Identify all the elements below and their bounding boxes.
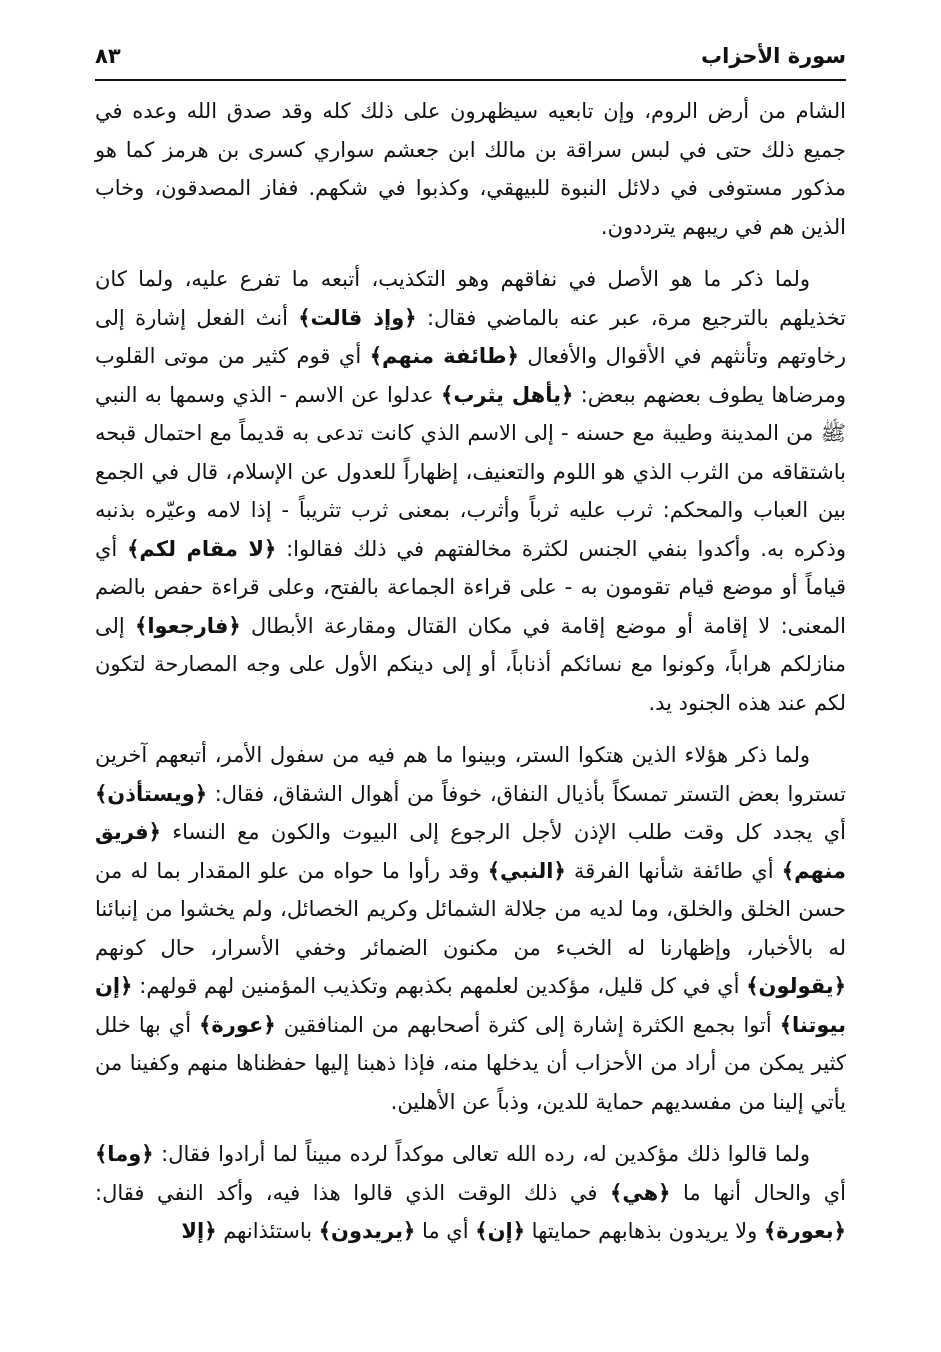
quran-quote: ﴿إلا xyxy=(181,1219,217,1243)
paragraph-2 xyxy=(95,260,846,722)
paragraph-4 xyxy=(95,1135,846,1251)
quran-quote: ﴿إن بيوتنا﴾ xyxy=(95,974,847,1037)
quran-quote: ﴿بعورة﴾ xyxy=(763,1219,846,1243)
text-run: باستئذانهم xyxy=(216,1219,319,1243)
text-run: ولما ذكر ما هو الأصل في نفاقهم وهو التكذيب، أتبعه ما تفرع عليه، ولما كان تخذيلهم بالترجيع مرة، عبر عنه بالماضي فقال: xyxy=(95,267,846,330)
quran-quote: ﴿هي﴾ xyxy=(610,1180,671,1205)
quran-quote: ﴿فارجعوا﴾ xyxy=(135,613,241,638)
quran-quote: ﴿طائفة منهم﴾ xyxy=(369,344,519,368)
surah-title: سورة الأحزاب xyxy=(701,44,846,68)
text-run: أي والحال أنها ما xyxy=(670,1180,846,1205)
quran-quote: ﴿ويستأذن﴾ xyxy=(95,781,208,806)
text-run: وقد رأوا ما حواه من علو المقدار بما له من حسن الخلق والخلق، وما لديه من جلالة الشمائل وكريم الخصائل، ولم يخشوا من إنبائنا له بالأخبار، وإظهارنا له الخبء من مكنون الضمائر وخفي الأسرار، حال كونهم xyxy=(95,858,846,960)
header-divider xyxy=(95,79,846,81)
quran-quote: ﴿فريق منهم﴾ xyxy=(95,820,846,883)
quran-quote: ﴿يأهل يثرب﴾ xyxy=(441,382,574,407)
quran-quote: ﴿يريدون﴾ xyxy=(318,1219,416,1243)
page-number: ٨٣ xyxy=(95,44,121,68)
quran-quote: ﴿وإذ قالت﴾ xyxy=(298,305,417,330)
text-run: أي بها خلل كثير يمكن من أراد من الأحزاب أن يدخلها منه، فإذا ذهبنا إليها حفظناها منهم وكفينا من يأتي إلينا من مفسديهم حماية للدين، وذباً عن الأهلين. xyxy=(95,1012,846,1114)
text-run: أي قوم كثير من موتى القلوب ومرضاها يطوف بعضهم ببعض: xyxy=(95,344,847,407)
quran-quote: ﴿لا مقام لكم﴾ xyxy=(127,536,277,561)
text-run: أنث الفعل إشارة إلى رخاوتهم وتأنثهم في الأقوال والأفعال xyxy=(95,305,846,368)
text-run: أي في كل قليل، مؤكدين لعلمهم بكذبهم وتكذيب المؤمنين لهم قولهم: xyxy=(132,974,747,998)
quran-quote: ﴿إن﴾ xyxy=(475,1219,525,1243)
text-run: عدلوا عن الاسم - الذي وسمها به النبي ﷺ من المدينة وطيبة مع حسنه - إلى الاسم الذي كانت تدعى به قديماً مع احتمال قبحه باشتقاقه من الثرب الذي هو اللوم والتعنيف، إظهاراً للعدول عن الإسلام، قال في الجمع بين العباب والمحكم: ثرب عليه ثرباً وأثرب، بمعنى ثرب تثريباً - إذا لامه وعيّره بذنبه وذكره به. وأكدوا بنفي الجنس لكثرة مخالفتهم في ذلك فقالوا: xyxy=(95,382,846,561)
paragraph-3 xyxy=(95,736,846,1121)
text-run: أي قياماً أو موضع قيام تقومون به - على قراءة الجماعة بالفتح، وعلى قراءة حفص بالضم المعنى: لا إقامة أو موضع إقامة في مكان القتال ومقارعة الأبطال xyxy=(95,536,846,638)
text-run: ولا يريدون بذهابهم حمايتها xyxy=(525,1219,764,1243)
quran-quote: ﴿النبي﴾ xyxy=(487,858,566,883)
text-run: ولما ذكر هؤلاء الذين هتكوا الستر، وبينوا ما هم فيه من سفول الأمر، أتبعهم آخرين تستروا بعض التستر تمسكاً بأذيال النفاق، خوفاً من أهوال الشقاق، فقال: xyxy=(95,743,846,806)
body-text xyxy=(95,92,846,1265)
text-run: ولما قالوا ذلك مؤكدين له، رده الله تعالى موكداً لرده مبيناً لما أرادوا فقال: xyxy=(153,1142,810,1166)
text-run: أتوا بجمع الكثرة إشارة إلى كثرة أصحابهم من المنافقين xyxy=(275,1012,780,1037)
paragraph-1 xyxy=(95,92,846,246)
quran-quote: ﴿وما﴾ xyxy=(95,1142,154,1166)
text-run: أي ما xyxy=(415,1219,476,1243)
text-run: أي يجدد كل وقت طلب الإذن لأجل الرجوع إلى البيوت والكون مع النساء xyxy=(160,820,846,844)
quran-quote: ﴿يقولون﴾ xyxy=(746,974,846,998)
text-run: أي طائفة شأنها الفرقة xyxy=(565,858,782,883)
quran-quote: ﴿عورة﴾ xyxy=(199,1012,276,1037)
text-run: في ذلك الوقت الذي قالوا هذا فيه، وأكد النفي فقال: xyxy=(95,1180,611,1205)
page-header xyxy=(95,38,846,80)
text-run: إلى منازلكم هراباً، وكونوا مع نسائكم أذناباً، أو إلى دينكم الأول على وجه المصارحة لتكون لكم عند هذه الجنود يد. xyxy=(95,613,846,715)
text-run: الشام من أرض الروم، وإن تابعيه سيظهرون على ذلك كله وقد صدق الله وعده في جميع ذلك حتى في لبس سراقة بن مالك ابن جعشم سواري كسرى بن هرمز كما هو مذكور مستوفى في دلائل النبوة للبيهقي، وكذبوا في شكهم. ففاز المصدقون، وخاب الذين هم في ريبهم يترددون. xyxy=(95,99,846,239)
